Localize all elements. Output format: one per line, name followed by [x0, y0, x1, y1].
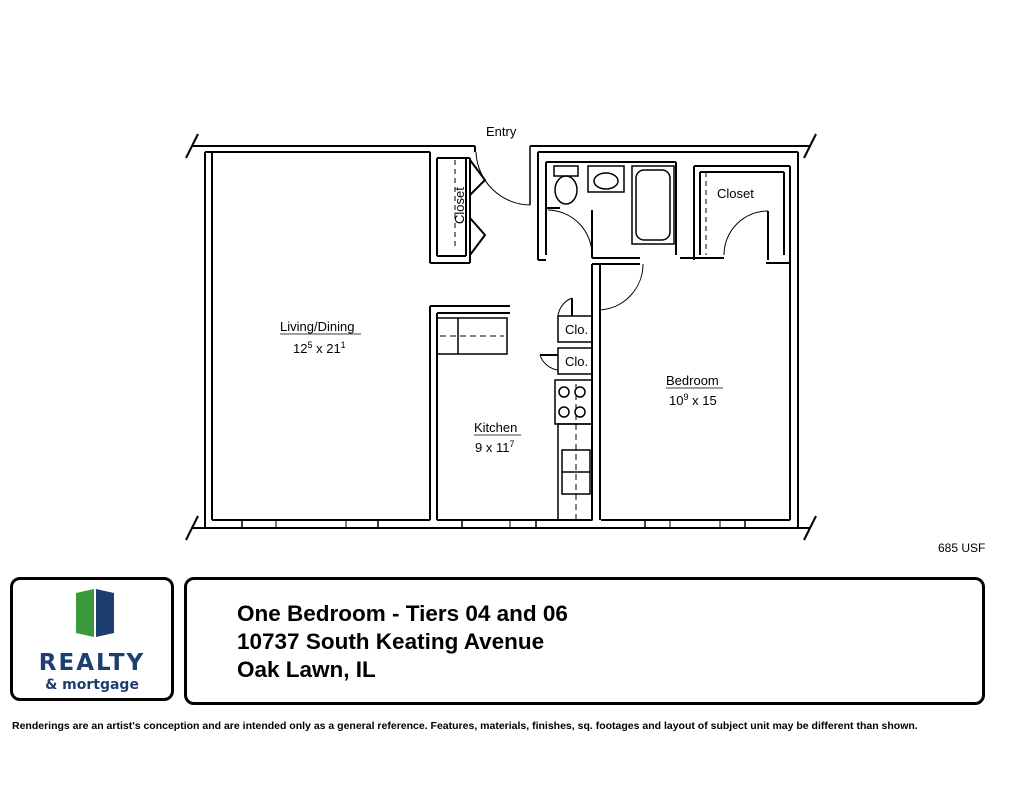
window-living [242, 520, 378, 528]
closet-right-label: Closet [717, 186, 754, 201]
logo-line2: & mortgage [45, 677, 139, 693]
window-bedroom [645, 520, 745, 528]
entry-label: Entry [486, 124, 517, 139]
realty-logo-icon [76, 587, 116, 639]
bath-door-swing [548, 210, 592, 255]
logo-line1: REALTY [38, 650, 146, 676]
unit-title: One Bedroom - Tiers 04 and 06 [237, 601, 568, 626]
clo-1-label: Clo. [565, 322, 589, 337]
toilet-tank [554, 166, 578, 176]
logo-box [10, 577, 174, 701]
sink [588, 166, 624, 192]
street-address: 10737 South Keating Avenue [237, 629, 545, 654]
entry-door-swing [476, 152, 530, 205]
bedroom-name: Bedroom [666, 373, 719, 388]
disclaimer: Renderings are an artist's conception and are intended only as a general reference. Features, materials, finishes, sq. footages and layout of subject unit may be different than shown. [12, 720, 918, 732]
bedroom-door-swing [600, 264, 643, 310]
closet-left-label: Closet [452, 187, 467, 224]
kitchen-dimensions: 9 x $11^7$ [475, 439, 515, 455]
info-box [184, 577, 985, 705]
toilet-bowl [555, 176, 577, 204]
kitchen-name: Kitchen [474, 420, 518, 435]
living-name: Living/Dining [280, 319, 355, 334]
closet-right-door [724, 211, 768, 255]
city-state: Oak Lawn, IL [237, 657, 376, 682]
living-dimensions: $12^5$ x $21^1$ [293, 340, 346, 356]
clo-2-label: Clo. [565, 354, 589, 369]
area-label: 685 USF [938, 541, 986, 555]
range [555, 380, 592, 424]
bathtub [632, 166, 674, 244]
bedroom-dimensions: $10^9$ x 15 [669, 392, 717, 408]
window-kitchen [462, 520, 536, 528]
